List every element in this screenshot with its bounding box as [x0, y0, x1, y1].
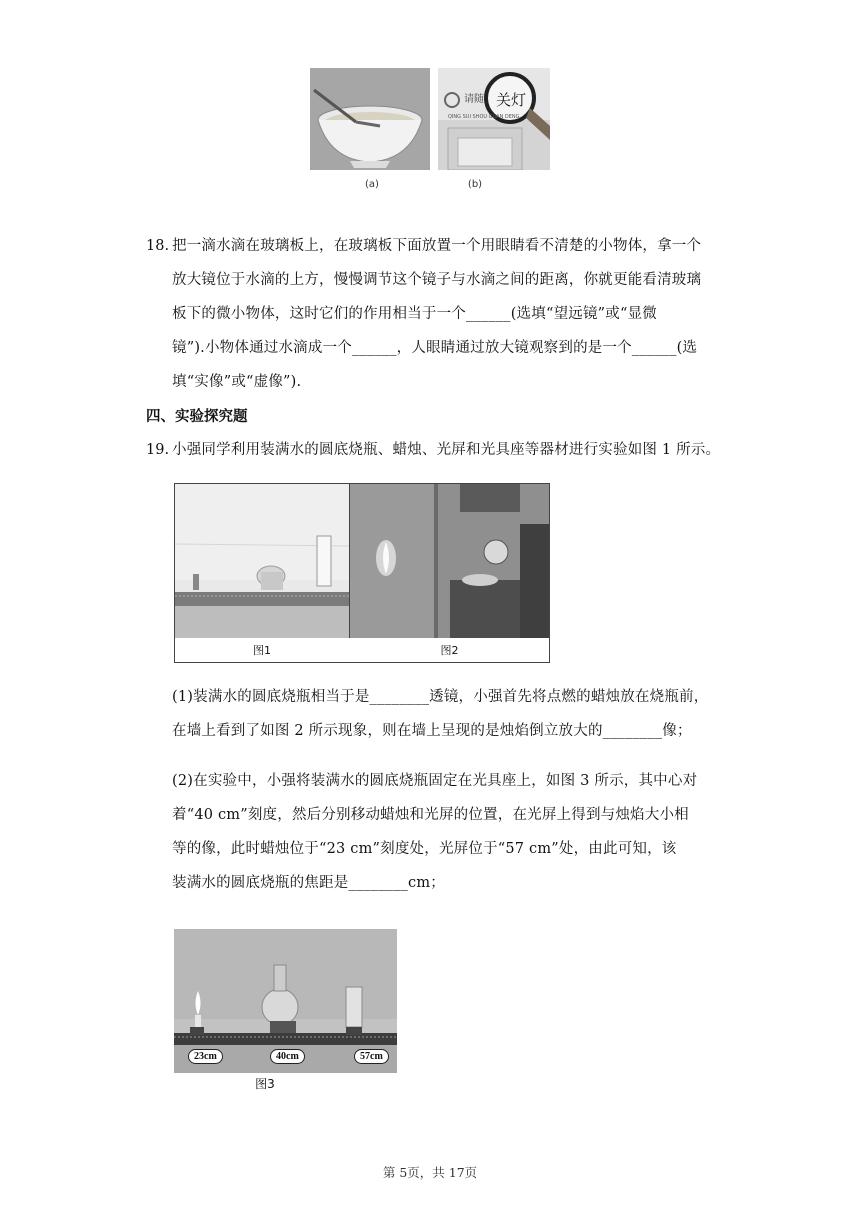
figure-3-label: 图3	[255, 1077, 275, 1091]
question-18-line: 镜”).小物体通过水滴成一个______，人眼睛通过放大镜观察到的是一个______(选	[172, 340, 698, 356]
svg-text:关灯: 关灯	[496, 91, 527, 109]
question-19-part-2	[172, 764, 697, 900]
caption-b: (b)	[467, 179, 483, 190]
svg-text:请随: 请随	[464, 94, 484, 105]
question-18-line: 板下的微小物体，这时它们的作用相当于一个______(选填“望远镜”或“显微	[172, 306, 657, 322]
part-1-line: (1)装满水的圆底烧瓶相当于是________透镜，小强首先将点燃的蜡烛放在烧瓶前，	[172, 689, 709, 705]
caption-a: (a)	[365, 179, 379, 190]
question-18-number: 18.	[146, 238, 170, 254]
figure-1-optical-bench	[175, 484, 350, 638]
question-18-line: 放大镜位于水滴的上方，慢慢调节这个镜子与水滴之间的距离，你就更能看清玻璃	[172, 272, 702, 288]
figure-a-bowl-chopstick	[310, 68, 430, 170]
section-title: 四、实验探究题	[146, 409, 248, 425]
figure-1-2-panel	[174, 483, 550, 663]
question-18-line: 填“实像”或“虚像”).	[172, 374, 302, 390]
question-18-line: 把一滴水滴在玻璃板上，在玻璃板下面放置一个用眼睛看不清楚的小物体，拿一个	[172, 238, 702, 254]
question-18-text	[172, 229, 701, 399]
part-1-line: 在墙上看到了如图 2 所示现象，则在墙上呈现的是烛焰倒立放大的________像；	[172, 723, 692, 739]
part-2-line: (2)在实验中，小强将装满水的圆底烧瓶固定在光具座上，如图 3 所示，其中心对	[172, 773, 698, 789]
part-2-line: 等的像，此时蜡烛位于“23 cm”刻度处，光屏位于“57 cm”处，由此可知，该	[172, 841, 677, 857]
figure-3-mark-40cm: 40cm	[270, 1049, 305, 1064]
svg-text:QING SUI SHOU GUAN DENG: QING SUI SHOU GUAN DENG	[448, 114, 520, 120]
figure-2-wall-image	[350, 484, 549, 638]
figure-1-label: 图1	[253, 644, 271, 657]
part-2-line: 装满水的圆底烧瓶的焦距是________cm；	[172, 875, 445, 891]
figure-2-label: 图2	[440, 644, 459, 657]
question-19-intro: 小强同学利用装满水的圆底烧瓶、蜡烛、光屏和光具座等器材进行实验如图 1 所示。	[172, 442, 721, 458]
part-2-line: 着“40 cm”刻度，然后分别移动蜡烛和光屏的位置，在光屏上得到与烛焰大小相	[172, 807, 689, 823]
page-footer: 第 5页，共 17页	[382, 1165, 478, 1180]
figure-b-magnifier-sign	[438, 68, 550, 170]
question-19-number: 19.	[146, 442, 170, 458]
figure-3-mark-57cm: 57cm	[354, 1049, 389, 1064]
figure-3-mark-23cm: 23cm	[188, 1049, 223, 1064]
question-19-part-1	[172, 680, 708, 748]
